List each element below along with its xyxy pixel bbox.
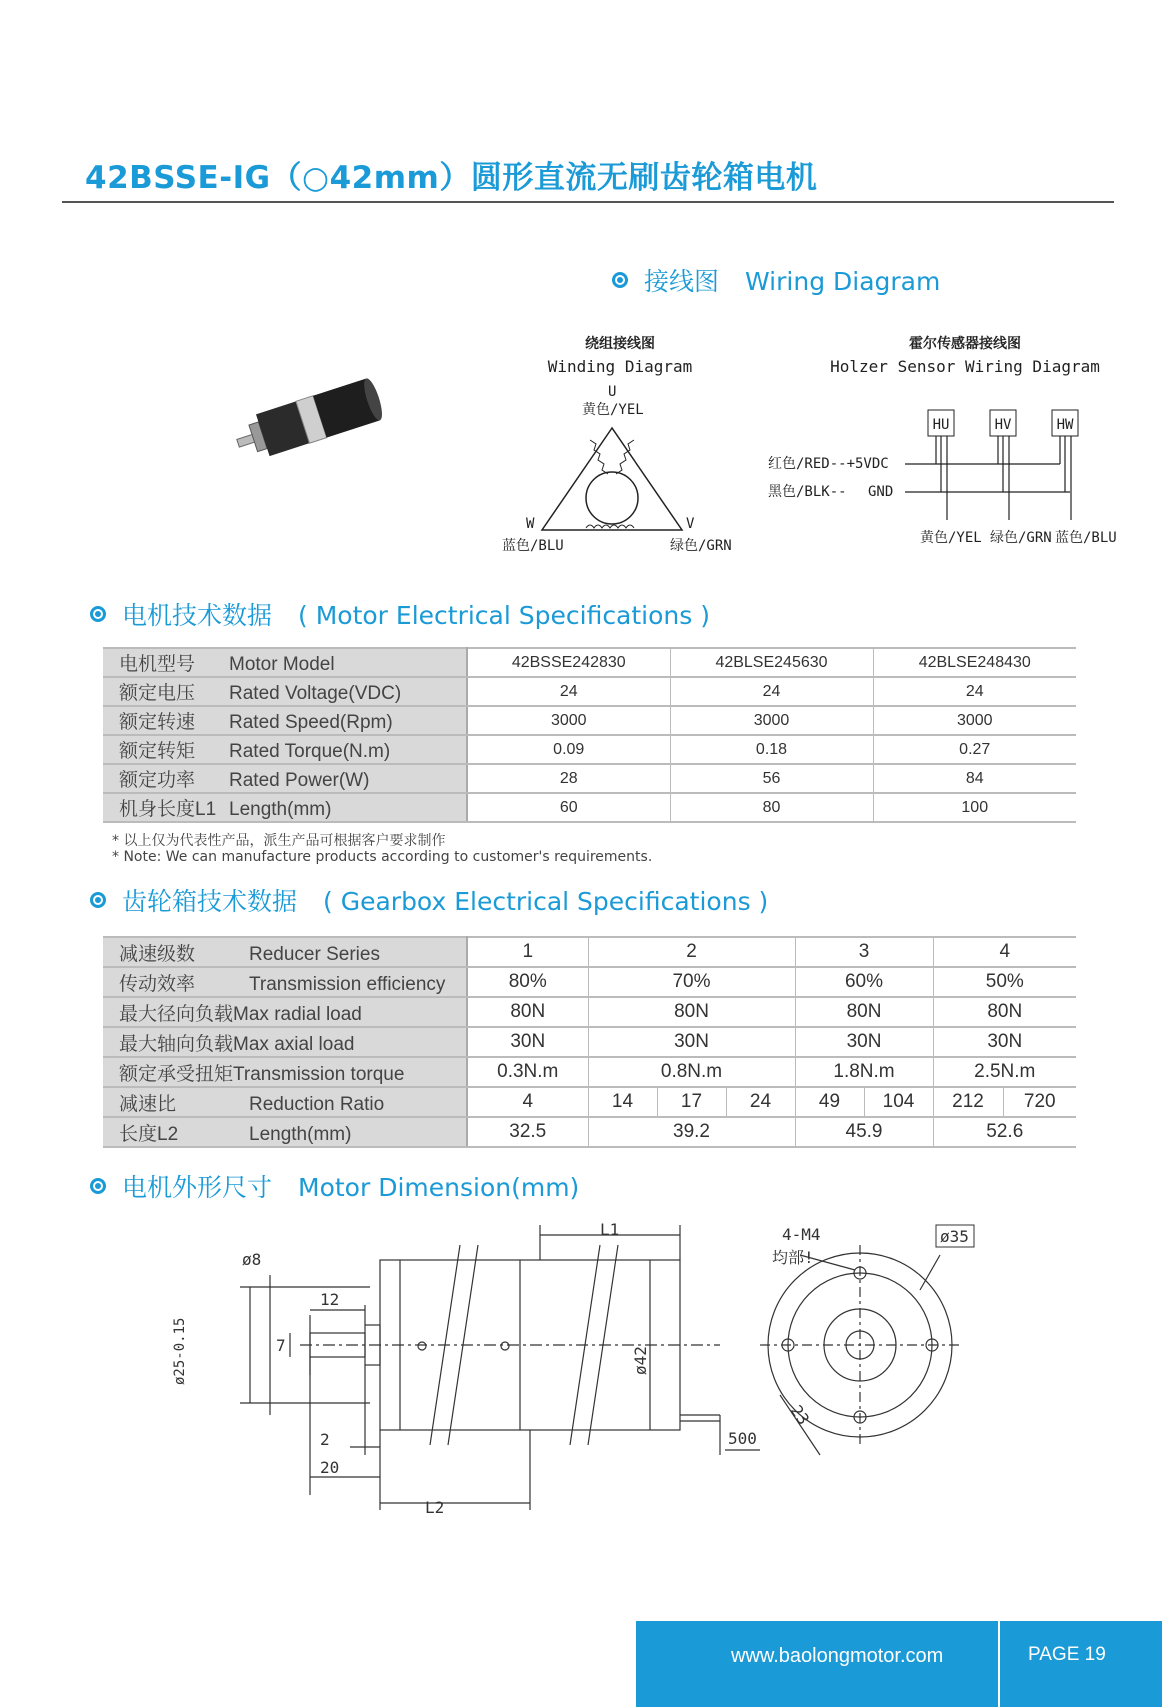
table-cell: 3000 [670,706,873,735]
row-label [103,937,467,967]
d12-label: 12 [320,1290,340,1309]
gearbox-specs-heading [90,882,768,918]
table-cell: 42BLSE245630 [670,648,873,677]
table-cell: 0.8N.m [588,1057,795,1087]
row-label [103,706,467,735]
table-cell: 1 [467,937,588,967]
table-row [103,706,1076,735]
wiring-heading [612,262,940,298]
label-en: Max axial load [233,1033,355,1055]
table-cell: 14 [588,1087,657,1117]
row-label [103,1117,467,1147]
label-en: Rated Power(W) [229,770,370,791]
table-cell: 30N [933,1027,1076,1057]
label-cn: 额定功率 [119,770,196,791]
winding-diagram [490,330,750,560]
motor-specs-heading-en: ( Motor Electrical Specifications ) [298,601,710,630]
label-cn: 额定电压 [119,683,196,704]
hall-grn-label: 绿色/GRN [990,530,1052,546]
table-cell: 52.6 [933,1117,1076,1147]
table-cell: 60% [795,967,933,997]
table-cell: 80N [467,997,588,1027]
table-row [103,648,1076,677]
page-title: 42BSSE-IG（○42mm）圆形直流无刷齿轮箱电机 [85,160,818,196]
table-cell: 30N [795,1027,933,1057]
table-cell: 2 [588,937,795,967]
table-cell: 70% [588,967,795,997]
row-label [103,793,467,822]
label-cn: 长度L2 [119,1123,179,1145]
table-row [103,967,1076,997]
label-en: Rated Speed(Rpm) [229,712,393,733]
hall-hu-label: HU [932,417,950,433]
table-cell: 4 [467,1087,588,1117]
label-cn: 传动效率 [119,973,196,995]
table-cell: 24 [873,677,1076,706]
table-cell: 24 [467,677,670,706]
table-row [103,1027,1076,1057]
dimension-heading-en: Motor Dimension(mm) [298,1173,580,1202]
table-cell: 80N [795,997,933,1027]
table-cell: 28 [467,764,670,793]
table-cell: 80 [670,793,873,822]
table-row [103,937,1076,967]
label-cn: 最大径向负载 [119,1003,234,1025]
table-cell: 3 [795,937,933,967]
motor-photo [225,372,395,472]
winding-title-en: Winding Diagram [547,357,693,376]
d20-label: 20 [320,1458,340,1477]
d25-label: ø25-0.15 [172,1317,188,1385]
winding-u-color: 黄色/YEL [582,402,644,418]
label-en: Reduction Ratio [249,1093,385,1115]
table-cell: 30N [588,1027,795,1057]
d23-label: 23 [786,1401,814,1429]
table-row [103,1087,1076,1117]
note-en: * Note: We can manufacture products according to customer's requirements. [112,849,653,865]
table-cell: 42BSSE242830 [467,648,670,677]
table-row [103,997,1076,1027]
table-cell: 3000 [873,706,1076,735]
hall-title-en: Holzer Sensor Wiring Diagram [830,357,1100,376]
page-number: PAGE 19 [1028,1644,1106,1665]
dimension-heading [90,1168,579,1204]
bullet-icon [90,1178,106,1194]
label-cn: 最大轴向负载 [119,1033,234,1055]
table-cell: 100 [873,793,1076,822]
table-cell: 17 [657,1087,726,1117]
label-en: Max radial load [233,1003,362,1025]
winding-v-label: V [686,516,695,532]
row-label [103,648,467,677]
d35-label: ø35 [940,1227,969,1246]
label-en: Rated Torque(N.m) [229,741,391,762]
l1-label: L1 [600,1220,620,1239]
table-cell: 30N [467,1027,588,1057]
table-row [103,793,1076,822]
motor-specs-heading [90,596,710,632]
wiring-heading-en: Wiring Diagram [745,267,941,296]
table-cell: 2.5N.m [933,1057,1076,1087]
label-cn: 额定承受扭矩 [119,1063,234,1085]
hall-gnd-label: GND [868,484,894,500]
table-cell: 4 [933,937,1076,967]
dimension-heading-cn: 电机外形尺寸 [122,1173,273,1202]
hall-red-label: 红色/RED--+5VDC [768,456,889,472]
table-cell: 80N [588,997,795,1027]
bullet-icon [90,892,106,908]
row-label [103,1027,467,1057]
row-label [103,997,467,1027]
label-cn: 电机型号 [119,654,196,675]
hall-sensor-diagram [760,330,1130,560]
label-cn: 额定转速 [119,712,196,733]
table-cell: 60 [467,793,670,822]
table-cell: 49 [795,1087,864,1117]
even-label: 均部! [772,1248,814,1267]
label-cn: 减速级数 [119,943,196,965]
label-en: Transmission efficiency [249,973,446,995]
d7-label: 7 [276,1336,286,1355]
table-cell: 3000 [467,706,670,735]
d8-label: ø8 [242,1250,262,1269]
label-en: Transmission torque [233,1063,405,1085]
table-cell: 0.27 [873,735,1076,764]
table-row [103,1117,1076,1147]
label-en: Length(mm) [249,1123,352,1145]
row-label [103,677,467,706]
winding-w-color: 蓝色/BLU [502,538,564,554]
motor-specs-table [103,647,1076,823]
winding-u-label: U [608,384,617,400]
winding-triangle [542,428,682,530]
row-label [103,735,467,764]
screw-1 [418,1342,426,1350]
label-en: Motor Model [229,654,335,675]
winding-title-cn: 绕组接线图 [585,336,655,352]
table-row [103,1057,1076,1087]
table-cell: 32.5 [467,1117,588,1147]
hall-blu-label: 蓝色/BLU [1055,530,1117,546]
screw-2 [501,1342,509,1350]
gearbox-specs-heading-cn: 齿轮箱技术数据 [122,887,298,916]
table-row [103,735,1076,764]
l2-label: L2 [425,1498,445,1517]
hall-yel-label: 黄色/YEL [920,530,982,546]
hall-wires [905,436,1071,520]
label-cn: 减速比 [119,1093,177,1115]
table-cell: 0.09 [467,735,670,764]
row-label [103,1057,467,1087]
d500-label: 500 [728,1429,757,1448]
label-cn: 机身长度L1 [119,799,217,820]
table-cell: 24 [726,1087,795,1117]
winding-w-label: W [526,516,535,532]
table-cell: 84 [873,764,1076,793]
winding-coil-bottom [586,525,634,528]
d2-label: 2 [320,1430,330,1449]
label-cn: 额定转矩 [119,741,196,762]
winding-v-color: 绿色/GRN [670,538,732,554]
table-cell: 50% [933,967,1076,997]
table-cell: 104 [864,1087,933,1117]
dimension-drawing [160,1215,1040,1545]
hall-title-cn: 霍尔传感器接线图 [909,336,1021,352]
table-cell: 1.8N.m [795,1057,933,1087]
label-en: Length(mm) [229,799,332,820]
note-cn: * 以上仅为代表性产品，派生产品可根据客户要求制作 [112,833,446,849]
table-cell: 45.9 [795,1117,933,1147]
footer-url[interactable]: www.baolongmotor.com [731,1645,944,1667]
hall-hv-label: HV [994,417,1012,433]
gearbox-specs-table [103,936,1076,1148]
bullet-icon [612,272,628,288]
table-cell: 720 [1003,1087,1076,1117]
table-row [103,677,1076,706]
d42-label: ø42 [631,1346,650,1375]
bullet-icon [90,606,106,622]
table-cell: 80N [933,997,1076,1027]
footer-url-bar [636,1621,998,1707]
row-label [103,1087,467,1117]
table-cell: 42BLSE248430 [873,648,1076,677]
table-cell: 56 [670,764,873,793]
table-cell: 0.3N.m [467,1057,588,1087]
table-cell: 212 [933,1087,1003,1117]
row-label [103,764,467,793]
table-cell: 0.18 [670,735,873,764]
footer-page-bar [1000,1621,1162,1707]
row-label [103,967,467,997]
title-divider [62,201,1114,203]
table-cell: 24 [670,677,873,706]
hall-hw-label: HW [1056,417,1074,433]
motor-specs-heading-cn: 电机技术数据 [122,601,273,630]
table-row [103,764,1076,793]
table-cell: 80% [467,967,588,997]
m4-label: 4-M4 [782,1225,821,1244]
hall-blk-label: 黑色/BLK-- [768,484,847,500]
wiring-heading-cn: 接线图 [644,267,720,296]
table-cell: 39.2 [588,1117,795,1147]
label-en: Rated Voltage(VDC) [229,683,402,704]
gearbox-specs-heading-en: ( Gearbox Electrical Specifications ) [323,887,769,916]
label-en: Reducer Series [249,943,380,965]
winding-rotor [586,472,638,524]
